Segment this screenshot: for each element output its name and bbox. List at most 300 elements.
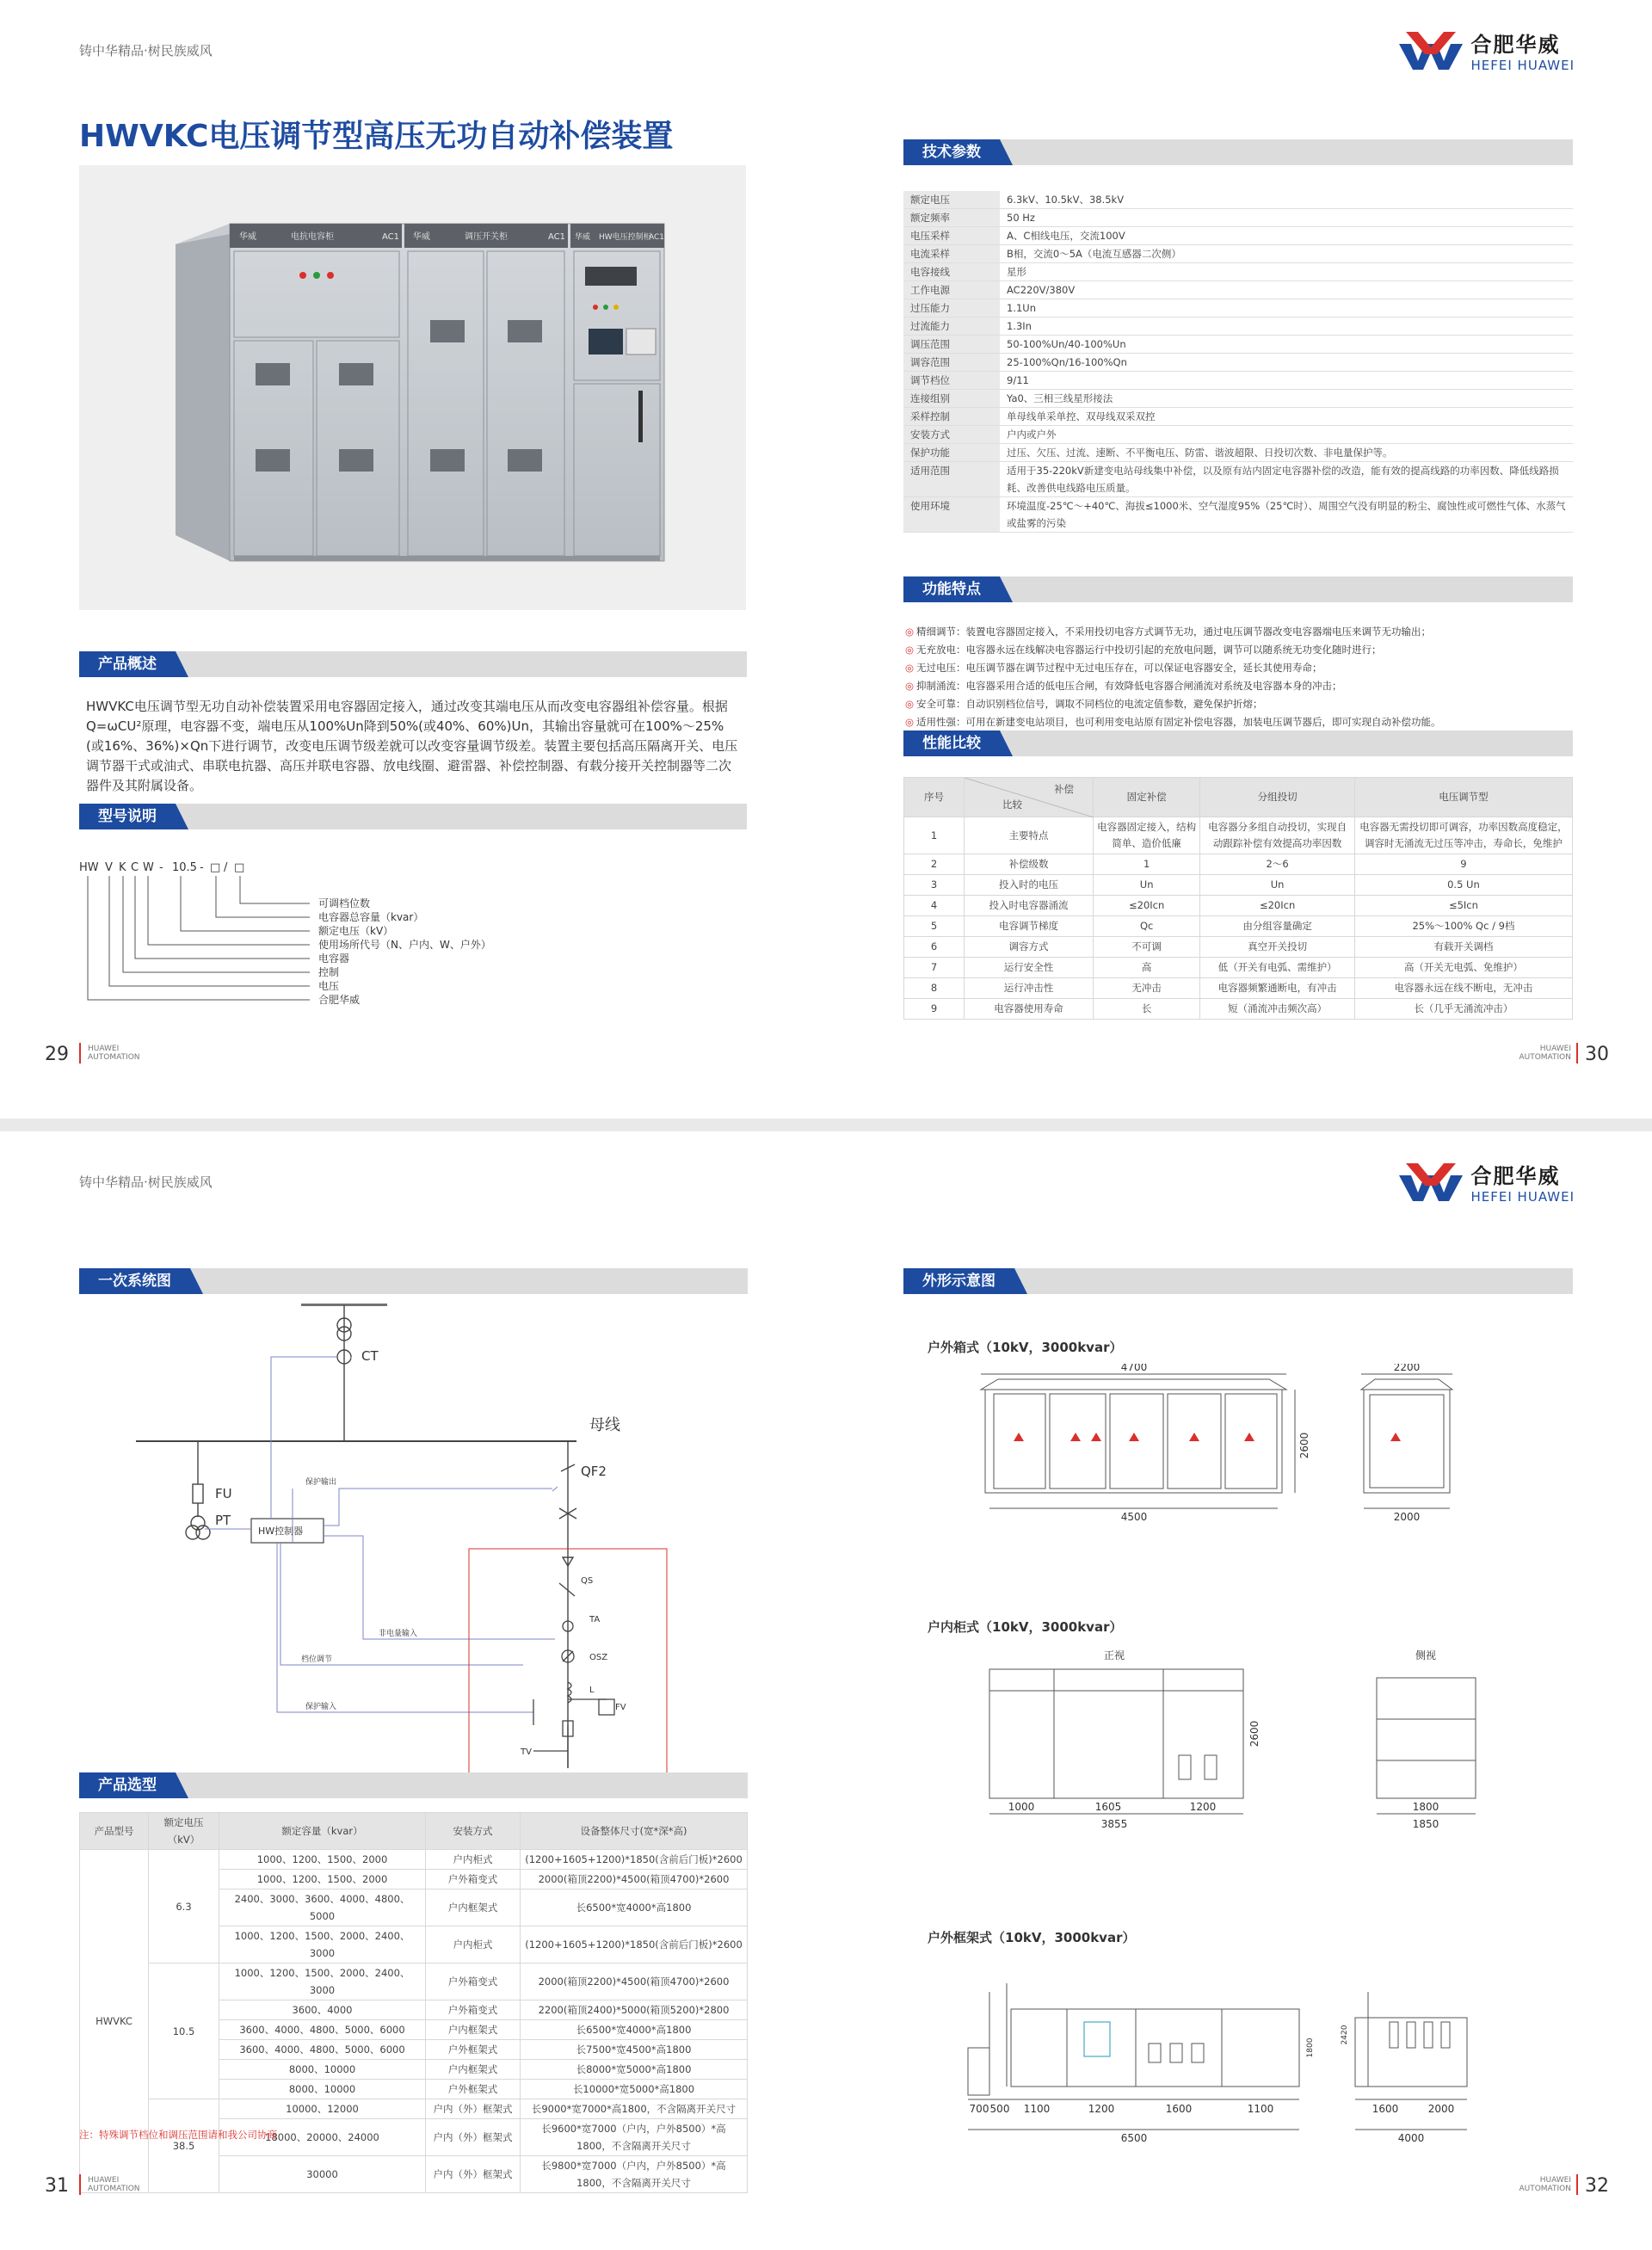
page-number-30: 30 bbox=[1585, 1044, 1609, 1065]
dim-box-height: 2600 bbox=[1298, 1432, 1310, 1459]
selection-cell-cap: 3600、4000、4800、5000、6000 bbox=[219, 2020, 426, 2040]
dim-box-width-top: 4700 bbox=[1120, 1364, 1148, 1373]
selection-row bbox=[80, 2099, 748, 2119]
label-protect-in: 保护输入 bbox=[305, 1703, 337, 1711]
spec-row bbox=[903, 263, 1573, 281]
spec-value: 单母线单采单控、双母线双采双控 bbox=[1000, 408, 1573, 426]
dim-frame-total: 6500 bbox=[1120, 2132, 1148, 2144]
selection-cell-install: 户内柜式 bbox=[426, 1926, 521, 1963]
panel-logo-3: 华威 bbox=[575, 233, 591, 242]
sel-col-voltage: 额定电压（kV） bbox=[149, 1813, 219, 1850]
tech-spec-table bbox=[903, 191, 1573, 533]
selection-cell-cap: 1000、1200、1500、2000 bbox=[219, 1870, 426, 1889]
compare-cell-c2: 短（涌流冲击频次高） bbox=[1200, 999, 1355, 1020]
dim-frame-5: 1600 bbox=[1165, 2103, 1193, 2115]
compare-cell-item: 调容方式 bbox=[965, 937, 1094, 958]
section-header-selection bbox=[79, 1772, 748, 1798]
dim-frame-4: 1200 bbox=[1088, 2103, 1115, 2115]
selection-row bbox=[80, 1850, 748, 1870]
selection-cell-cap: 3600、4000 bbox=[219, 2000, 426, 2020]
section-header-model bbox=[79, 804, 747, 829]
selection-cell-size: 2200(箱顶2400)*5000(箱顶5200)*2800 bbox=[521, 2000, 748, 2020]
compare-cell-c3: 25%～100% Qc / 9档 bbox=[1354, 916, 1572, 937]
spec-key: 过流能力 bbox=[903, 317, 1000, 336]
spread-page-29-30 bbox=[0, 0, 1652, 1119]
compare-cell-no: 8 bbox=[904, 978, 965, 999]
label-ct: CT bbox=[361, 1348, 379, 1364]
sel-col-install: 安装方式 bbox=[426, 1813, 521, 1850]
selection-model: HWVKC bbox=[80, 1850, 149, 2193]
selection-cell-install: 户外箱变式 bbox=[426, 1870, 521, 1889]
label-non-electric: 非电量输入 bbox=[379, 1630, 418, 1638]
compare-cell-no: 1 bbox=[904, 817, 965, 854]
compare-cell-c2: 真空开关投切 bbox=[1200, 937, 1355, 958]
performance-compare-table bbox=[903, 777, 1573, 1020]
selection-cell-install: 户内柜式 bbox=[426, 1850, 521, 1870]
feature-item: ◎ 无过电压：电压调节器在调节过程中无过电压存在，可以保证电容器安全，延长其使用寿命； bbox=[905, 662, 1322, 674]
code-v: V bbox=[105, 861, 113, 874]
compare-cell-no: 2 bbox=[904, 854, 965, 875]
spec-key: 安装方式 bbox=[903, 426, 1000, 444]
spec-key: 连接组别 bbox=[903, 390, 1000, 408]
selection-voltage: 38.5 bbox=[149, 2099, 219, 2193]
spec-key: 额定电压 bbox=[903, 191, 1000, 209]
compare-cell-no: 4 bbox=[904, 896, 965, 916]
panel-logo-1: 华威 bbox=[239, 232, 256, 242]
panel-label-5: HW电压控制柜 bbox=[599, 233, 651, 242]
footer-line2: AUTOMATION bbox=[1519, 2185, 1571, 2193]
header-slogan: 铸中华精品·树民族威风 bbox=[79, 43, 213, 59]
panel-label-3: 调压开关柜 bbox=[465, 232, 508, 242]
col-voltage: 电压调节型 bbox=[1354, 778, 1572, 817]
spec-key: 过压能力 bbox=[903, 299, 1000, 317]
spec-key: 电容接线 bbox=[903, 263, 1000, 281]
compare-cell-c2: ≤20Icn bbox=[1200, 896, 1355, 916]
compare-cell-item: 运行安全性 bbox=[965, 958, 1094, 978]
compare-row bbox=[904, 978, 1573, 999]
huawei-logo-icon bbox=[1399, 1162, 1463, 1203]
compare-cell-c3: 电容器无需投切即可调容，功率因数高度稳定，调容时无涌流无过压等冲击，寿命长，免维护 bbox=[1354, 817, 1572, 854]
dim-cab-1: 1000 bbox=[1008, 1801, 1035, 1813]
compare-cell-c1: 无冲击 bbox=[1094, 978, 1200, 999]
spec-row bbox=[903, 372, 1573, 390]
product-photo bbox=[79, 165, 746, 610]
col-diag bbox=[965, 778, 1094, 817]
spec-row bbox=[903, 317, 1573, 336]
model-item-4: 使用场所代号（N、户内、W、户外） bbox=[318, 939, 491, 951]
dim-frame-side-total: 4000 bbox=[1397, 2132, 1425, 2144]
selection-cell-cap: 8000、10000 bbox=[219, 2080, 426, 2099]
code-dash-2: - bbox=[200, 861, 204, 874]
section-title-outline: 外形示意图 bbox=[903, 1268, 1014, 1294]
feature-item: ◎ 安全可靠：自动识别档位信号，调取不同档位的电流定值参数，避免保护折熔； bbox=[905, 698, 1263, 710]
dim-box-width-bottom: 4500 bbox=[1120, 1511, 1148, 1523]
code-voltage: 10.5 bbox=[172, 861, 197, 874]
panel-label-6: AC1 bbox=[649, 233, 665, 242]
spec-key: 保护功能 bbox=[903, 444, 1000, 462]
indoor-cabinet-drawing bbox=[964, 1643, 1514, 1841]
compare-cell-c2: 电容器频繁通断电，有冲击 bbox=[1200, 978, 1355, 999]
dim-cab-height: 2600 bbox=[1248, 1720, 1261, 1748]
spec-row bbox=[903, 497, 1573, 533]
dim-cab-total: 3855 bbox=[1100, 1818, 1128, 1830]
sel-col-size: 设备整体尺寸(宽*深*高) bbox=[521, 1813, 748, 1850]
page-number-29: 29 bbox=[45, 1044, 69, 1065]
spread-page-31-32 bbox=[0, 1131, 1652, 2250]
spec-key: 调容范围 bbox=[903, 354, 1000, 372]
selection-cell-install: 户内框架式 bbox=[426, 1889, 521, 1926]
spec-value: B相，交流0～5A（电流互感器二次侧） bbox=[1000, 245, 1573, 263]
label-ta: TA bbox=[589, 1615, 601, 1624]
col-fixed: 固定补偿 bbox=[1094, 778, 1200, 817]
code-slash: / bbox=[224, 861, 228, 874]
selection-cell-size: (1200+1605+1200)*1850(含前后门板)*2600 bbox=[521, 1850, 748, 1870]
selection-cell-install: 户内框架式 bbox=[426, 2020, 521, 2040]
compare-cell-no: 6 bbox=[904, 937, 965, 958]
section-title-overview: 产品概述 bbox=[79, 651, 176, 677]
selection-cell-install: 户外框架式 bbox=[426, 2040, 521, 2060]
spec-row bbox=[903, 245, 1573, 263]
compare-cell-c3: ≤5Icn bbox=[1354, 896, 1572, 916]
label-busbar: 母线 bbox=[589, 1416, 620, 1434]
spec-key: 采样控制 bbox=[903, 408, 1000, 426]
dim-box-depth-top: 2200 bbox=[1393, 1364, 1421, 1373]
section-header-features bbox=[903, 576, 1573, 602]
label-fu: FU bbox=[215, 1486, 232, 1501]
spec-row bbox=[903, 209, 1573, 227]
brand-name-en: HEFEI HUAWEI bbox=[1470, 1189, 1575, 1205]
section-title-selection: 产品选型 bbox=[79, 1772, 176, 1798]
compare-cell-item: 补偿级数 bbox=[965, 854, 1094, 875]
model-item-8: 合肥华威 bbox=[318, 994, 361, 1006]
selection-note: 注：特殊调节档位和调压范围请和我公司协商 bbox=[79, 2129, 277, 2141]
selection-cell-size: 2000(箱顶2200)*4500(箱顶4700)*2600 bbox=[521, 1870, 748, 1889]
label-qf2: QF2 bbox=[581, 1464, 607, 1479]
sel-col-model: 产品型号 bbox=[80, 1813, 149, 1850]
brand-name-cn: 合肥华威 bbox=[1470, 32, 1561, 57]
selection-cell-cap: 1000、1200、1500、2000、2400、3000 bbox=[219, 1926, 426, 1963]
panel-label-1: 电抗电容柜 bbox=[291, 232, 334, 242]
label-pt: PT bbox=[215, 1513, 231, 1528]
feature-item: ◎ 适用性强：可用在新建变电站项目，也可利用变电站原有固定补偿电容器，加装电压调节器后，即可实现自动补偿功能。 bbox=[905, 716, 1441, 728]
dim-frame-3: 1100 bbox=[1023, 2103, 1051, 2115]
compare-row bbox=[904, 958, 1573, 978]
spec-key: 调压范围 bbox=[903, 336, 1000, 354]
spec-value: 适用于35-220kV新建变电站母线集中补偿，以及原有站内固定电容器补偿的改造，能有效的提高线路的功率因数、降低线路损耗、改善供电线路电压质量。 bbox=[1000, 462, 1573, 497]
spec-row bbox=[903, 408, 1573, 426]
spec-key: 电压采样 bbox=[903, 227, 1000, 245]
dim-frame-height-1: 2420 bbox=[1341, 2025, 1349, 2045]
dim-cab-side-1: 1800 bbox=[1412, 1801, 1439, 1813]
compare-row bbox=[904, 916, 1573, 937]
spec-value: 过压、欠压、过流、速断、不平衡电压、防雷、谐波超限、日投切次数、非电量保护等。 bbox=[1000, 444, 1573, 462]
footer-brand-right bbox=[1519, 1045, 1571, 1062]
selection-cell-cap: 1000、1200、1500、2000、2400、3000 bbox=[219, 1963, 426, 2000]
compare-cell-c1: 高 bbox=[1094, 958, 1200, 978]
compare-row bbox=[904, 999, 1573, 1020]
footer-divider-right bbox=[1576, 1043, 1578, 1063]
spec-row bbox=[903, 444, 1573, 462]
compare-cell-c1: 长 bbox=[1094, 999, 1200, 1020]
dim-box-depth-bottom: 2000 bbox=[1393, 1511, 1421, 1523]
spec-value: 户内或户外 bbox=[1000, 426, 1573, 444]
footer-line2: AUTOMATION bbox=[88, 1053, 140, 1062]
selection-cell-cap: 3600、4000、4800、5000、6000 bbox=[219, 2040, 426, 2060]
spec-value: A、C相线电压，交流100V bbox=[1000, 227, 1573, 245]
code-k: K bbox=[119, 861, 126, 874]
feature-item: ◎ 无充放电：电容器永远在线解决电容器运行中投切引起的充放电问题，调节可以随系统无功变化随时进行； bbox=[905, 644, 1382, 656]
compare-cell-c3: 9 bbox=[1354, 854, 1572, 875]
selection-cell-cap: 18000、20000、24000 bbox=[219, 2119, 426, 2156]
footer-divider-right bbox=[1576, 2174, 1578, 2195]
selection-cell-size: 长9600*宽7000（户内，户外8500）*高1800，不含隔离开关尺寸 bbox=[521, 2119, 748, 2156]
label-tv: TV bbox=[521, 1748, 532, 1757]
section-title-tech: 技术参数 bbox=[903, 139, 1000, 165]
panel-logo-2: 华威 bbox=[413, 232, 430, 242]
feature-list bbox=[905, 623, 1575, 731]
label-l: L bbox=[589, 1686, 595, 1695]
dim-frame-side-2: 2000 bbox=[1427, 2103, 1455, 2115]
dim-frame-side-1: 1600 bbox=[1372, 2103, 1399, 2115]
code-hw: HW bbox=[79, 861, 99, 874]
spec-value: 星形 bbox=[1000, 263, 1573, 281]
code-steps-box: □ bbox=[234, 861, 245, 874]
side-view-label: 侧视 bbox=[1415, 1649, 1437, 1661]
page-title: HWVKC电压调节型高压无功自动补偿装置 bbox=[79, 119, 674, 154]
selection-cell-size: (1200+1605+1200)*1850(含前后门板)*2600 bbox=[521, 1926, 748, 1963]
label-qs: QS bbox=[581, 1576, 594, 1586]
outdoor-frame-drawing bbox=[964, 1957, 1514, 2147]
footer-line2: AUTOMATION bbox=[88, 2185, 140, 2193]
footer-brand-left bbox=[88, 2176, 140, 2193]
compare-cell-item: 投入时的电压 bbox=[965, 875, 1094, 896]
spec-key: 额定频率 bbox=[903, 209, 1000, 227]
spec-row bbox=[903, 281, 1573, 299]
compare-cell-c2: 电容器分多组自动投切，实现自动跟踪补偿有效提高功率因数 bbox=[1200, 817, 1355, 854]
compare-cell-c1: Qc bbox=[1094, 916, 1200, 937]
label-fv: FV bbox=[615, 1703, 626, 1712]
dim-frame-6: 1100 bbox=[1247, 2103, 1274, 2115]
spec-value: Ya0、三相三线星形接法 bbox=[1000, 390, 1573, 408]
dim-frame-height-2: 1800 bbox=[1306, 2037, 1315, 2058]
selection-cell-install: 户内（外）框架式 bbox=[426, 2156, 521, 2193]
compare-cell-item: 运行冲击性 bbox=[965, 978, 1094, 999]
selection-cell-size: 长10000*宽5000*高1800 bbox=[521, 2080, 748, 2099]
panel-label-2: AC1 bbox=[382, 232, 400, 242]
dim-cab-2: 1605 bbox=[1094, 1801, 1122, 1813]
spec-value: 50 Hz bbox=[1000, 209, 1573, 227]
selection-cell-install: 户内框架式 bbox=[426, 2060, 521, 2080]
compare-cell-item: 投入时电容器涌流 bbox=[965, 896, 1094, 916]
code-dash-1: - bbox=[159, 861, 163, 874]
front-view-label: 正视 bbox=[1103, 1649, 1125, 1661]
selection-cell-size: 长9800*宽7000（户内，户外8500）*高1800，不含隔离开关尺寸 bbox=[521, 2156, 748, 2193]
compare-cell-c1: 不可调 bbox=[1094, 937, 1200, 958]
footer-line1: HUAWEI bbox=[1539, 1045, 1571, 1053]
outdoor-box-drawing bbox=[964, 1364, 1514, 1527]
section-title-compare: 性能比较 bbox=[903, 730, 1000, 756]
compare-cell-no: 5 bbox=[904, 916, 965, 937]
compare-cell-no: 9 bbox=[904, 999, 965, 1020]
section-header-diagram bbox=[79, 1268, 748, 1294]
compare-row bbox=[904, 875, 1573, 896]
compare-cell-c1: Un bbox=[1094, 875, 1200, 896]
selection-cell-cap: 2400、3000、3600、4000、4800、5000 bbox=[219, 1889, 426, 1926]
huawei-logo-icon bbox=[1399, 30, 1463, 71]
compare-cell-c3: 有载开关调档 bbox=[1354, 937, 1572, 958]
compare-cell-no: 7 bbox=[904, 958, 965, 978]
feature-item: ◎ 精细调节：装置电容器固定接入，不采用投切电容方式调节无功，通过电压调节器改变电容器端电压来调节无功输出； bbox=[905, 626, 1432, 638]
selection-cell-cap: 30000 bbox=[219, 2156, 426, 2193]
selection-cell-install: 户外框架式 bbox=[426, 2080, 521, 2099]
col-group: 分组投切 bbox=[1200, 778, 1355, 817]
selection-cell-install: 户外箱变式 bbox=[426, 1963, 521, 2000]
footer-line1: HUAWEI bbox=[88, 1045, 120, 1053]
selection-voltage: 10.5 bbox=[149, 1963, 219, 2099]
footer-brand-left bbox=[88, 1045, 140, 1062]
model-item-7: 电压 bbox=[318, 980, 340, 992]
label-protect-out: 保护输出 bbox=[305, 1478, 337, 1487]
brand-logo bbox=[1399, 28, 1575, 73]
model-item-3: 额定电压（kV） bbox=[318, 925, 394, 937]
footer-divider bbox=[79, 2174, 81, 2195]
section-title-diagram: 一次系统图 bbox=[79, 1268, 190, 1294]
label-osz: OSZ bbox=[589, 1653, 608, 1662]
compare-cell-c3: 高（开关无电弧、免维护） bbox=[1354, 958, 1572, 978]
compare-cell-c2: 由分组容量确定 bbox=[1200, 916, 1355, 937]
section-header-compare bbox=[903, 730, 1573, 756]
spec-row bbox=[903, 426, 1573, 444]
label-tap-adjust: 档位调节 bbox=[301, 1655, 333, 1664]
dim-cab-3: 1200 bbox=[1189, 1801, 1217, 1813]
dim-frame-1: 700 bbox=[969, 2103, 989, 2115]
diag-bottom: 比较 bbox=[1002, 798, 1022, 811]
model-item-1: 可调档位数 bbox=[318, 897, 371, 909]
selection-cell-size: 长6500*宽4000*高1800 bbox=[521, 1889, 748, 1926]
spec-value: 1.3In bbox=[1000, 317, 1573, 336]
spec-row bbox=[903, 390, 1573, 408]
spec-value: 环境温度-25℃～+40℃、海拔≤1000米、空气湿度95%（25℃时）、周围空气没有明显的粉尘、腐蚀性或可燃性气体、水蒸气或盐雾的污染 bbox=[1000, 497, 1573, 533]
selection-cell-size: 长8000*宽5000*高1800 bbox=[521, 2060, 748, 2080]
compare-cell-c2: Un bbox=[1200, 875, 1355, 896]
model-item-6: 控制 bbox=[318, 966, 340, 978]
page-gap bbox=[0, 1119, 1652, 1131]
compare-row bbox=[904, 817, 1573, 854]
brand-name-cn: 合肥华威 bbox=[1470, 1163, 1561, 1188]
selection-cell-size: 2000(箱顶2200)*4500(箱顶4700)*2600 bbox=[521, 1963, 748, 2000]
compare-cell-c1: 1 bbox=[1094, 854, 1200, 875]
compare-cell-c1: ≤20Icn bbox=[1094, 896, 1200, 916]
section-title-model: 型号说明 bbox=[79, 804, 176, 829]
spec-key: 工作电源 bbox=[903, 281, 1000, 299]
code-w: W bbox=[143, 861, 154, 874]
selection-cell-cap: 8000、10000 bbox=[219, 2060, 426, 2080]
footer-divider bbox=[79, 1043, 81, 1063]
model-code-diagram bbox=[79, 859, 544, 1024]
model-item-5: 电容器 bbox=[318, 952, 350, 965]
footer-line2: AUTOMATION bbox=[1519, 1053, 1571, 1062]
selection-cell-size: 长6500*宽4000*高1800 bbox=[521, 2020, 748, 2040]
spec-value: 25-100%Qn/16-100%Qn bbox=[1000, 354, 1573, 372]
outdoor-frame-title: 户外框架式（10kV，3000kvar） bbox=[928, 1930, 1136, 1945]
outdoor-box-title: 户外箱式（10kV，3000kvar） bbox=[928, 1340, 1123, 1355]
compare-cell-c2: 2～6 bbox=[1200, 854, 1355, 875]
spec-row bbox=[903, 336, 1573, 354]
compare-row bbox=[904, 854, 1573, 875]
compare-cell-item: 主要特点 bbox=[965, 817, 1094, 854]
section-header-overview bbox=[79, 651, 747, 677]
spec-key: 电流采样 bbox=[903, 245, 1000, 263]
section-header-tech bbox=[903, 139, 1573, 165]
compare-row bbox=[904, 896, 1573, 916]
primary-system-diagram bbox=[129, 1304, 697, 1785]
selection-row bbox=[80, 1963, 748, 2000]
page-number-31: 31 bbox=[45, 2175, 69, 2197]
model-item-2: 电容器总容量（kvar） bbox=[318, 911, 424, 923]
compare-cell-item: 电容器使用寿命 bbox=[965, 999, 1094, 1020]
section-header-outline bbox=[903, 1268, 1573, 1294]
selection-cell-cap: 10000、12000 bbox=[219, 2099, 426, 2119]
spec-row bbox=[903, 299, 1573, 317]
selection-cell-install: 户外箱变式 bbox=[426, 2000, 521, 2020]
footer-line1: HUAWEI bbox=[88, 2176, 120, 2185]
sel-col-capacity: 额定容量（kvar） bbox=[219, 1813, 426, 1850]
compare-cell-c1: 电容器固定接入，结构简单、造价低廉 bbox=[1094, 817, 1200, 854]
col-no: 序号 bbox=[904, 778, 965, 817]
spec-row bbox=[903, 354, 1573, 372]
spec-row bbox=[903, 191, 1573, 209]
dim-cab-side-2: 1850 bbox=[1412, 1818, 1439, 1830]
header-slogan: 铸中华精品·树民族威风 bbox=[79, 1174, 213, 1190]
indoor-cabinet-title: 户内柜式（10kV，3000kvar） bbox=[928, 1619, 1123, 1635]
selection-cell-size: 长9000*宽7000*高1800，不含隔离开关尺寸 bbox=[521, 2099, 748, 2119]
compare-cell-c3: 长（几乎无涌流冲击） bbox=[1354, 999, 1572, 1020]
footer-brand-right bbox=[1519, 2176, 1571, 2193]
spec-value: 9/11 bbox=[1000, 372, 1573, 390]
diag-top: 补偿 bbox=[1054, 783, 1074, 795]
compare-cell-item: 电容调节梯度 bbox=[965, 916, 1094, 937]
panel-label-4: AC1 bbox=[548, 232, 566, 242]
compare-cell-c3: 电容器永远在线不断电，无冲击 bbox=[1354, 978, 1572, 999]
selection-cell-install: 户内（外）框架式 bbox=[426, 2099, 521, 2119]
selection-cell-cap: 1000、1200、1500、2000 bbox=[219, 1850, 426, 1870]
label-controller: HW控制器 bbox=[258, 1526, 304, 1537]
spec-row bbox=[903, 462, 1573, 497]
dim-frame-2: 500 bbox=[989, 2103, 1010, 2115]
footer-line1: HUAWEI bbox=[1539, 2176, 1571, 2185]
compare-cell-c2: 低（开关有电弧、需维护） bbox=[1200, 958, 1355, 978]
brand-logo bbox=[1399, 1159, 1575, 1205]
selection-voltage: 6.3 bbox=[149, 1850, 219, 1963]
compare-cell-no: 3 bbox=[904, 875, 965, 896]
spec-key: 使用环境 bbox=[903, 497, 1000, 533]
spec-key: 调节档位 bbox=[903, 372, 1000, 390]
spec-value: 50-100%Un/40-100%Un bbox=[1000, 336, 1573, 354]
spec-value: 1.1Un bbox=[1000, 299, 1573, 317]
spec-value: 6.3kV、10.5kV、38.5kV bbox=[1000, 191, 1573, 209]
section-title-features: 功能特点 bbox=[903, 576, 1000, 602]
code-capacity-box: □ bbox=[210, 861, 221, 874]
compare-cell-c3: 0.5 Un bbox=[1354, 875, 1572, 896]
code-c: C bbox=[131, 861, 139, 874]
spec-row bbox=[903, 227, 1573, 245]
spec-value: AC220V/380V bbox=[1000, 281, 1573, 299]
page-number-32: 32 bbox=[1585, 2175, 1609, 2197]
selection-cell-install: 户内（外）框架式 bbox=[426, 2119, 521, 2156]
feature-item: ◎ 抑制涌流：电容器采用合适的低电压合闸，有效降低电容器合闸涌流对系统及电容器本身的冲击； bbox=[905, 680, 1342, 692]
overview-paragraph: HWVKC电压调节型无功自动补偿装置采用电容器固定接入，通过改变其端电压从而改变电容器组补偿容量。根据Q=ωCU²原理，电容器不变，端电压从100%Un降到50%(或40%、60%)Un，其输出容量就可在100%～25%(或16%、36%)×Qn下进行调节，改变电压调节级差就可以改变容量调节级差。装置主要包括高压隔离开关、电压调节器干式或油式、串联电抗器、高压并联电容器、放电线圈、避雷器、补偿控制器、有载分接开关控制器等二次器件及其附属设备。 bbox=[86, 699, 738, 793]
selection-cell-size: 长7500*宽4500*高1800 bbox=[521, 2040, 748, 2060]
